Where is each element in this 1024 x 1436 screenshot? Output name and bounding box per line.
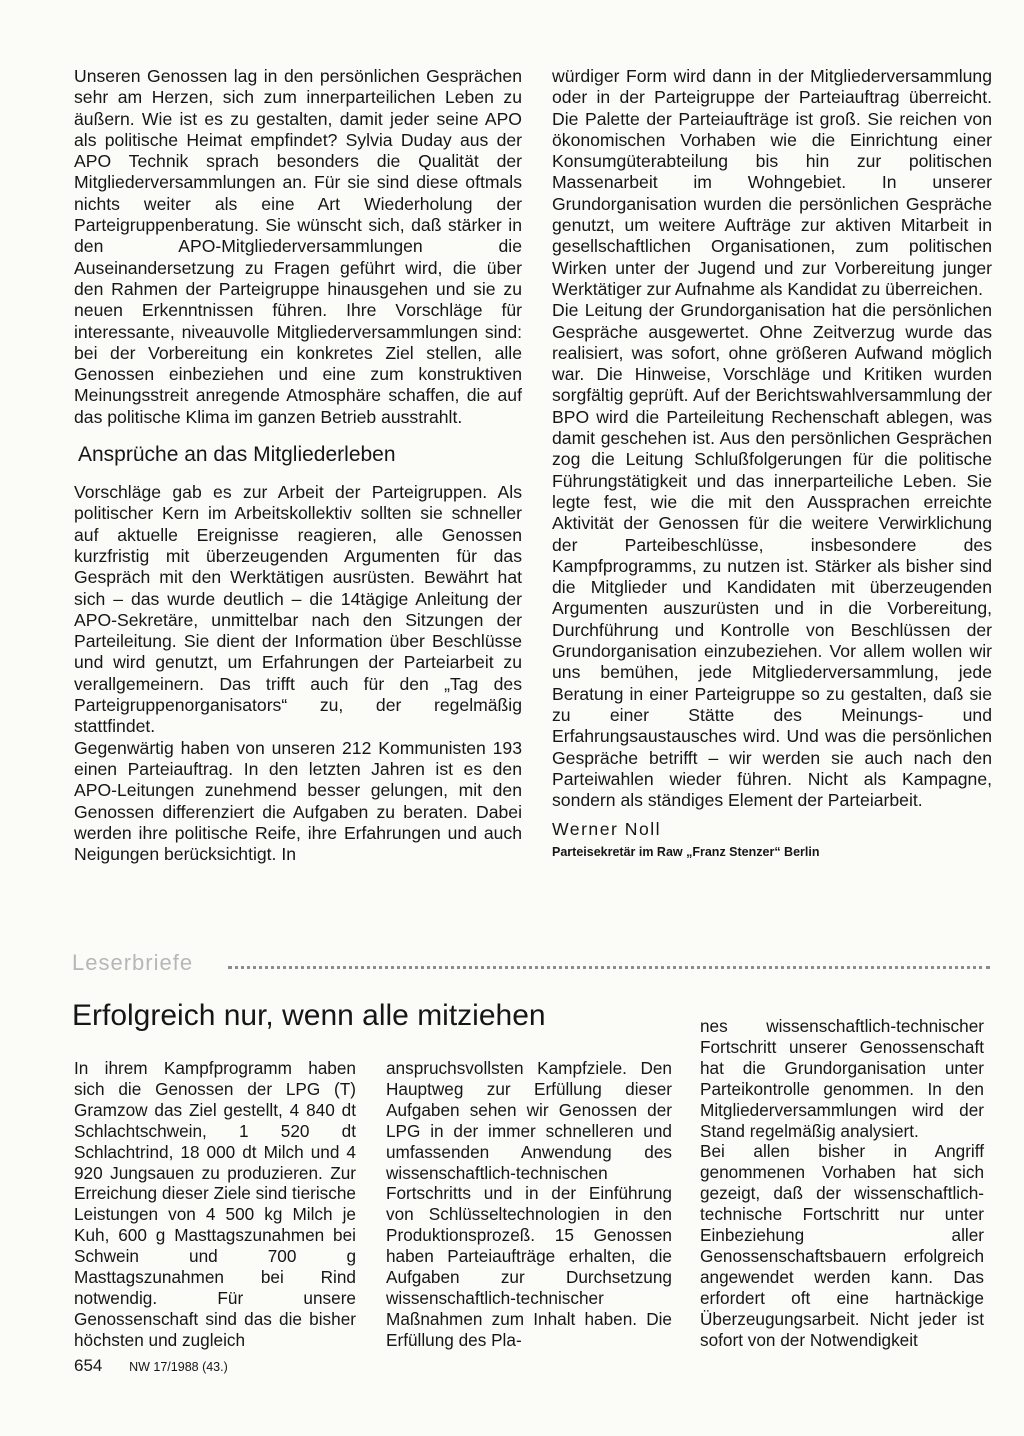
body-paragraph: würdiger Form wird dann in der Mitgliederversammlung oder in der Parteigruppe der Parteiauftrag überreicht. Die Palette der Parteiaufträge ist groß. Sie reichen von ökonomischen Vorhaben wie die Einrichtung einer Konsumgüterabteilung bis hin zur politischen Massenarbeit im Wohngebiet. In unserer Grundorganisation wurden die persönlichen Gespräche genutzt, um weitere Aufträge zur aktiven Mitarbeit in gesellschaftlichen Organisationen, zum politischen Wirken unter der Jugend und zur Vorbereitung junger Werktätiger zur Aufnahme als Kandidat zu überreichen. [552,66,992,299]
rubric-label: Leserbriefe [72,950,194,975]
body-paragraph: Gegenwärtig haben von unseren 212 Kommunisten 193 einen Parteiauftrag. In den letzten Jahren ist es den APO-Leitungen zunehmend besser gelungen, mit den Genossen differenziert die Aufgaben zu beraten. Dabei werden ihre politische Reife, ihre Erfahrungen und auch Neigungen berücksichtigt. In [74,737,522,865]
section-subheading: Ansprüche an das Mitgliederleben [78,443,396,467]
body-paragraph: anspruchsvollsten Kampfziele. Den Hauptweg zur Erfüllung dieser Aufgaben sehen wir Genossen der LPG in der immer schnelleren und umfassenden Anwendung des wissenschaftlich-technischen Fortschritts und in der Einführung von Schlüsseltechnologien in den Produktionsprozeß. 15 Genossen haben Parteiaufträge erhalten, die Aufgaben zur Durchsetzung wissenschaftlich-technischer Maßnahmen zum Inhalt haben. Die Erfüllung des Pla- [386,1058,672,1350]
letter-column-3 [700,1016,984,1351]
body-paragraph: Vorschläge gab es zur Arbeit der Parteigruppen. Als politischer Kern im Arbeitskollektiv sollten sie schneller auf aktuelle Ereignisse reagieren, alle Genossen kurzfristig mit überzeugenden Argumenten für das Gespräch mit den Werktätigen ausrüsten. Bewährt hat sich – das wurde deutlich – die 14tägige Anleitung der APO-Sekretäre, unmittelbar nach den Sitzungen der Parteileitung. Sie dient der Information über Beschlüsse und wird genutzt, um Erfahrungen der Parteiarbeit zu verallgemeinern. Das trifft auch für den „Tag des Parteigruppenorganisators“ zu, der regelmäßig stattfindet. [74,482,522,737]
body-paragraph: nes wissenschaftlich-technischer Fortschritt unserer Genossenschaft hat die Grundorganisation unter Parteikontrolle genommen. In den Mitgliederversammlungen wird der Stand regelmäßig analysiert. [700,1016,984,1141]
author-role: Parteisekretär im Raw „Franz Stenzer“ Berlin [552,844,820,859]
section-rubric [72,950,992,982]
body-paragraph: Die Leitung der Grundorganisation hat die persönlichen Gespräche ausgewertet. Ohne Zeitverzug wurde das realisiert, was sofort, ohne größeren Aufwand möglich war. Die Hinweise, Vorschläge und Kritiken wurden sorgfältig geprüft. Auf der Berichtswahlversammlung der BPO wird die Parteileitung Rechenschaft ablegen, was damit geschehen ist. Aus den persönlichen Gesprächen zog die Leitung Schlußfolgerungen für die politische Führungstätigkeit und das innerparteiliche Leben. Sie legte fest, wie die mit den Aussprachen erreichte Aktivität der Genossen für die weitere Verwirklichung der Parteibeschlüsse, insbesondere des Kampfprogramms, zu nutzen ist. Stärker als bisher sind die Mitglieder und Kandidaten mit überzeugenden Argumenten auszurüsten und in die Vorbereitung, Durchführung und Kontrolle von Beschlüssen der Grundorganisation einzubeziehen. Vor allem wollen wir uns bemühen, jede Mitgliederversammlung, jede Beratung in einer Parteigruppe so zu gestalten, daß sie zu einer Stätte des Meinungs- und Erfahrungsaustausches wird. Und was die persönlichen Gespräche betrifft – wir werden sie auch nach den Parteiwahlen wieder führen. Nicht als Kampagne, sondern als ständiges Element der Parteiarbeit. [552,300,992,811]
issue-reference: NW 17/1988 (43.) [129,1360,228,1374]
article-column-left [74,66,522,865]
article-column-right [552,66,992,860]
letter-column-2 [386,1058,672,1351]
article-headline: Erfolgreich nur, wenn alle mitziehen [72,999,546,1032]
page-number: 654 [74,1356,103,1375]
rubric-dotted-rule [228,966,990,969]
body-paragraph: Unseren Genossen lag in den persönlichen Gesprächen sehr am Herzen, sich zum innerparteilichen Leben zu äußern. Wie ist es zu gestalten, damit jeder seine APO als politische Heimat empfindet? Sylvia Duday aus der APO Technik sprach besonders die Qualität der Mitgliederversammlungen an. Für sie sind diese oftmals nichts weiter als eine Art Wiederholung der Parteigruppenberatung. Sie wünscht sich, daß stärker in den APO-Mitgliederversammlungen die Auseinandersetzung zu Fragen geführt wird, die über den Rahmen der Parteigruppe hinausgehen und sie zu neuen Erkenntnissen führen. Ihre Vorschläge für interessante, niveauvolle Mitgliederversammlungen sind: bei der Vorbereitung ein konkretes Ziel stellen, alle Genossen einbeziehen und eine zum konstruktiven Meinungsstreit anregende Atmosphäre schaffen, die auf das politische Klima im ganzen Betrieb ausstrahlt. [74,66,522,427]
letter-column-1 [74,1058,356,1351]
body-paragraph: Bei allen bisher in Angriff genommenen Vorhaben hat sich gezeigt, daß der wissenschaftlich-technische Fortschritt nur unter Einbeziehung aller Genossenschaftsbauern erfolgreich angewendet werden kann. Das erfordert oft eine hartnäckige Überzeugungsarbeit. Nicht jeder ist sofort von der Notwendigkeit [700,1141,984,1350]
author-name: Werner Noll [552,819,662,840]
body-paragraph: In ihrem Kampfprogramm haben sich die Genossen der LPG (T) Gramzow das Ziel gestellt, 4 840 dt Schlachtschwein, 1 520 dt Schlachtrind, 18 000 dt Milch und 4 920 Jungsauen zu produzieren. Zur Erreichung dieser Ziele sind tierische Leistungen von 4 500 kg Milch je Kuh, 600 g Masttagszunahmen bei Schwein und 700 g Masttagszunahmen bei Rind notwendig. Für unsere Genossenschaft sind das die bisher höchsten und zugleich [74,1058,356,1350]
page-footer [74,1356,228,1376]
